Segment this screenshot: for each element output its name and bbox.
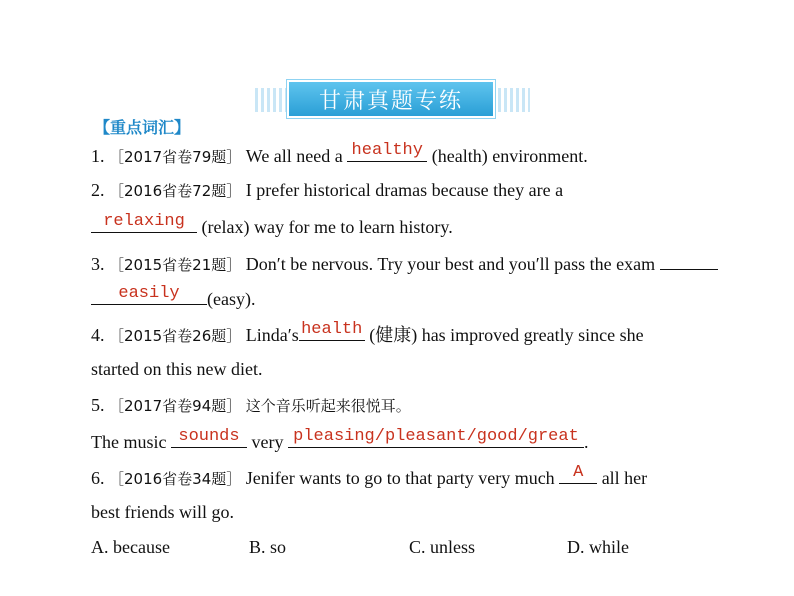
q2-number: 2. — [91, 180, 105, 200]
q4-text-line2: started on this new diet. — [91, 359, 263, 379]
q5-source: ［2017省卷94题］ — [109, 397, 242, 415]
question-6 — [91, 465, 647, 490]
question-6-line2 — [91, 501, 234, 523]
q3-answer: easily — [118, 284, 180, 303]
q2-answer: relaxing — [103, 212, 185, 231]
q5-text-post: . — [583, 432, 589, 452]
q4-number: 4. — [91, 325, 105, 345]
q1-number: 1. — [91, 146, 105, 166]
q1-answer: healthy — [351, 141, 423, 160]
question-4 — [91, 322, 644, 347]
q5-blank-1[interactable] — [171, 429, 247, 448]
q1-source: ［2017省卷79题］ — [109, 148, 242, 166]
q1-text-post: (health) environment. — [431, 146, 588, 166]
question-2 — [91, 179, 563, 202]
q6-number: 6. — [91, 468, 105, 488]
q2-blank[interactable] — [91, 214, 197, 233]
q6-text-line2: best friends will go. — [91, 502, 234, 522]
q5-text-pre: The music — [91, 432, 167, 452]
q5-number: 5. — [91, 395, 105, 415]
question-4-line2 — [91, 358, 262, 380]
q4-source: ［2015省卷26题］ — [109, 327, 242, 345]
q3-blank[interactable] — [91, 286, 207, 305]
q5-answer-2: pleasing/pleasant/good/great — [293, 427, 579, 446]
q3-text-post: (easy). — [207, 289, 256, 309]
banner-title: 甘肃真题专练 — [318, 88, 463, 114]
section-label: 【重点词汇】 — [94, 118, 191, 137]
question-3 — [91, 251, 718, 276]
title-banner — [255, 80, 530, 118]
q5-text: 这个音乐听起来很悦耳。 — [245, 397, 411, 415]
q6-source: ［2016省卷34题］ — [109, 470, 242, 488]
q1-blank[interactable] — [347, 143, 427, 162]
question-5 — [91, 394, 411, 417]
banner-box — [287, 80, 495, 118]
q1-text-pre: We all need a — [245, 146, 343, 166]
q5-blank-2[interactable] — [288, 429, 584, 448]
q4-text-post: (健康) has improved greatly since she — [369, 325, 644, 345]
q6-text-pre: Jenifer wants to go to that party very much — [245, 468, 555, 488]
q3-blank-end — [660, 251, 718, 270]
q2-text: I prefer historical dramas because they are a — [245, 180, 564, 200]
q4-blank[interactable] — [299, 322, 365, 341]
question-1 — [91, 143, 588, 168]
q6-blank[interactable] — [559, 465, 597, 484]
option-d[interactable]: D. while — [567, 537, 629, 557]
q3-text: Don′t be nervous. Try your best and you′ll pass the exam — [245, 254, 656, 274]
question-3-line2 — [91, 286, 255, 310]
option-a[interactable]: A. because — [91, 537, 170, 557]
q3-number: 3. — [91, 254, 105, 274]
q4-answer: health — [301, 320, 363, 339]
q2-source: ［2016省卷72题］ — [109, 182, 242, 200]
q3-source: ［2015省卷21题］ — [109, 256, 242, 274]
question-2-line2 — [91, 214, 453, 238]
q5-text-mid: very — [251, 432, 284, 452]
question-5-line2 — [91, 429, 588, 453]
q6-text-post: all her — [601, 468, 648, 488]
option-b[interactable]: B. so — [249, 537, 287, 557]
q5-answer-1: sounds — [178, 427, 240, 446]
q6-answer: A — [573, 463, 584, 482]
q4-text-pre: Linda′s — [245, 325, 299, 345]
option-c[interactable]: C. unless — [409, 537, 476, 557]
q2-text-post: (relax) way for me to learn history. — [201, 217, 453, 237]
